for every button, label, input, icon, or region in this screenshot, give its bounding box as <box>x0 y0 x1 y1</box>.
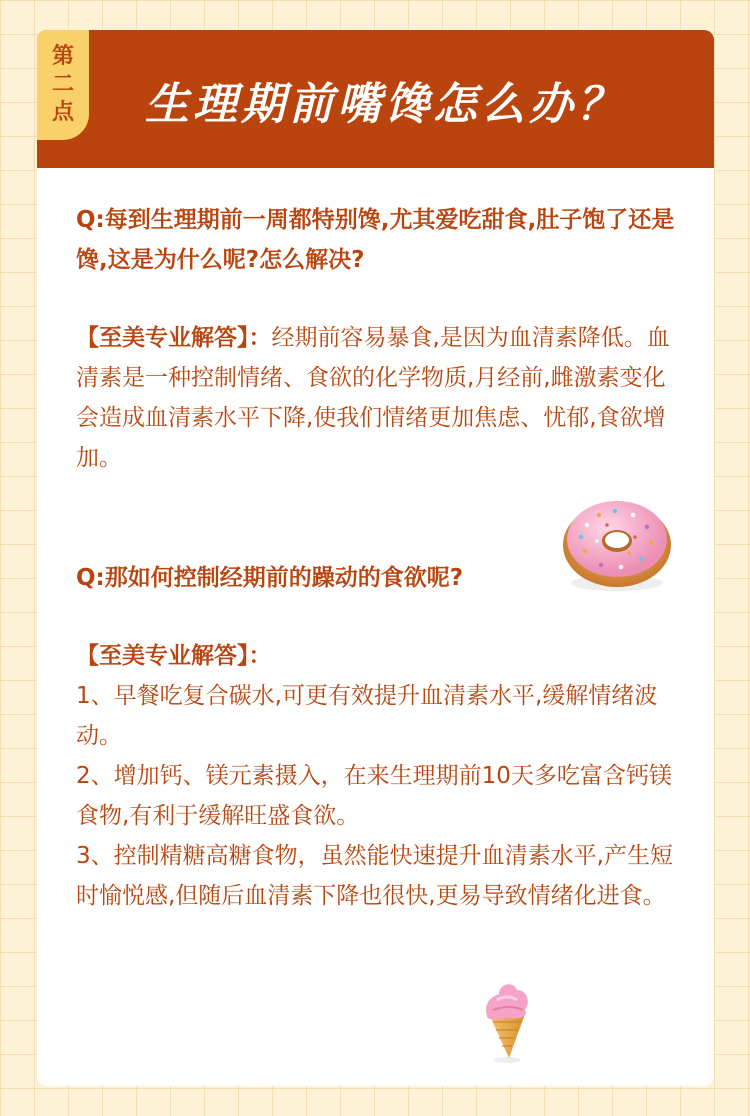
badge-char: 二 <box>51 72 74 97</box>
answer-text: 经期前容易暴食,是因为血清素降低。血清素是一种控制情绪、食欲的化学物质,月经前,雌激素变化会造成血清素水平下降,使我们情绪更加焦虑、忧郁,食欲增加。 <box>76 325 670 471</box>
header-banner <box>37 30 714 168</box>
question-2: Q:那如何控制经期前的躁动的食欲呢? <box>76 565 464 591</box>
answer-item: 2、增加钙、镁元素摄入，在来生理期前10天多吃富含钙镁食物,有利于缓解旺盛食欲。 <box>76 763 672 829</box>
answer-item: 1、早餐吃复合碳水,可更有效提升血清素水平,缓解情绪波动。 <box>76 683 658 749</box>
question-1: Q:每到生理期前一周都特别馋,尤其爱吃甜食,肚子饱了还是馋,这是为什么呢?怎么解决? <box>76 207 675 273</box>
answer-label: 【至美专业解答】： <box>76 643 272 669</box>
ice-cream-icon <box>477 978 537 1064</box>
donut-icon <box>557 485 677 595</box>
page-title: 生理期前嘴馋怎么办？ <box>145 79 625 130</box>
badge-char: 点 <box>51 100 74 125</box>
answer-1 <box>76 318 676 478</box>
point-badge <box>37 30 89 140</box>
article-card <box>37 30 714 1086</box>
badge-char: 第 <box>51 44 74 69</box>
answer-label: 【至美专业解答】： <box>76 325 272 351</box>
answer-item: 3、控制精糖高糖食物，虽然能快速提升血清素水平,产生短时愉悦感,但随后血清素下降也很快,更易导致情绪化进食。 <box>76 843 673 909</box>
